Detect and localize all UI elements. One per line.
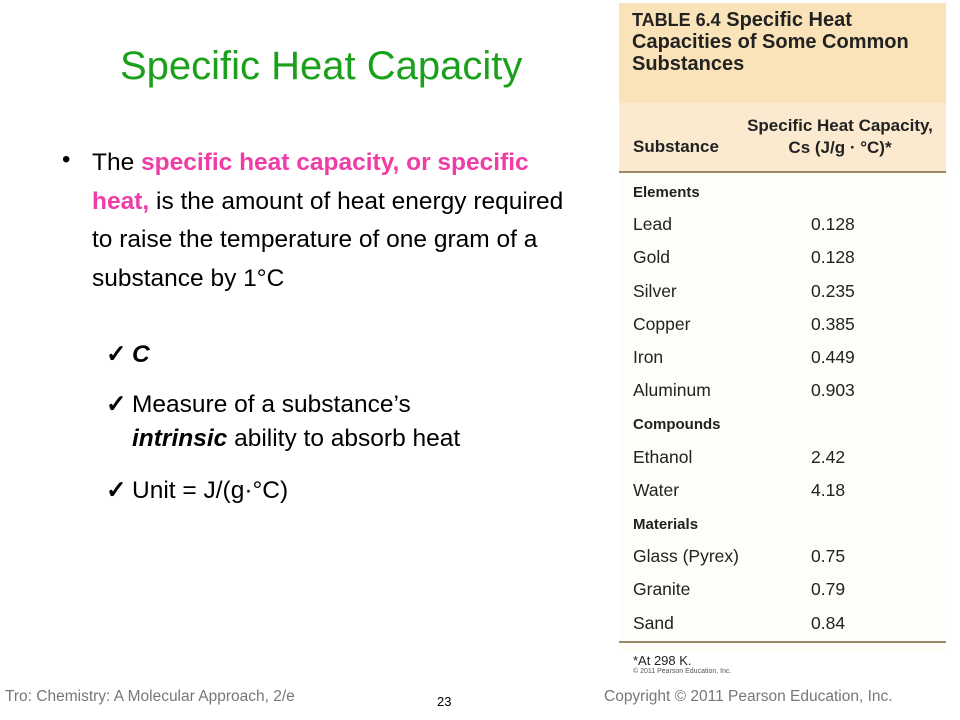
measure-post: ability to absorb heat	[227, 425, 461, 452]
table-section-header	[619, 507, 946, 540]
substance-name: Gold	[633, 247, 670, 268]
measure-pre: Measure of a substance’s	[132, 391, 411, 418]
substance-name: Water	[633, 479, 680, 500]
substance-name: Granite	[633, 579, 691, 600]
heat-capacity-value: 0.84	[811, 612, 846, 633]
table-row	[619, 540, 946, 573]
table-number: TABLE 6.4	[632, 10, 721, 30]
checkmark-icon: ✓	[106, 341, 127, 368]
table-row	[619, 241, 946, 274]
table-title-band	[619, 3, 946, 103]
definition-text	[92, 144, 582, 298]
footer-course: Tro: Chemistry: A Molecular Approach, 2/e	[5, 688, 295, 705]
check-item-unit	[106, 474, 288, 508]
substance-name: Aluminum	[633, 380, 711, 401]
table-column-header	[619, 103, 946, 173]
unit-text: Unit = J/(g·°C)	[132, 477, 289, 504]
table-row	[619, 441, 946, 474]
footer-copyright: Copyright © 2011 Pearson Education, Inc.	[604, 688, 893, 705]
heat-capacity-value: 0.385	[811, 313, 855, 334]
check-item-c: C	[132, 341, 150, 368]
table-title: Specific Heat Capacities of Some Common Substances	[632, 9, 909, 75]
table-row	[619, 374, 946, 407]
table-row	[619, 474, 946, 507]
substance-name: Lead	[633, 214, 672, 235]
table-section-header	[619, 175, 946, 208]
table-bottom-rule	[619, 641, 946, 643]
substance-name: Silver	[633, 280, 677, 301]
specific-heat-table	[619, 3, 946, 675]
substance-name: Ethanol	[633, 446, 693, 467]
definition-rest: is the amount of heat energy required to raise the temperature of one gram of a substance by 1°C	[92, 187, 564, 292]
table-section-header	[619, 407, 946, 440]
definition-term: specific heat capacity, or specific heat,	[92, 149, 529, 215]
definition-lead: The	[92, 149, 142, 176]
heat-capacity-value: 2.42	[811, 446, 846, 467]
heat-capacity-value: 0.128	[811, 214, 855, 235]
table-row	[619, 573, 946, 606]
check-item-measure	[106, 388, 572, 456]
column-shc-line2: Cs (J/g · °C)*	[788, 138, 892, 157]
substance-name: Glass (Pyrex)	[633, 546, 739, 567]
table-row	[619, 341, 946, 374]
table-row	[619, 208, 946, 241]
table-copyright: © 2011 Pearson Education, Inc.	[633, 668, 732, 675]
bullet-dot: •	[62, 146, 71, 173]
column-shc-line1: Specific Heat Capacity,	[747, 116, 933, 135]
measure-emph: intrinsic	[132, 425, 228, 452]
heat-capacity-value: 0.449	[811, 347, 855, 367]
section-label: Compounds	[633, 416, 721, 434]
table-footnote: *At 298 K.	[633, 653, 692, 668]
heat-capacity-value: 0.235	[811, 280, 855, 301]
table-row	[619, 607, 946, 640]
heat-capacity-value: 0.903	[811, 380, 855, 401]
substance-name: Sand	[633, 612, 674, 633]
column-substance: Substance	[633, 137, 719, 156]
section-label: Materials	[633, 516, 699, 533]
heat-capacity-value: 0.128	[811, 247, 855, 268]
checkmark-icon: ✓	[106, 391, 127, 418]
heat-capacity-value: 0.75	[811, 546, 846, 567]
heat-capacity-value: 0.79	[811, 579, 846, 600]
table-body	[619, 173, 946, 651]
heat-capacity-value: 4.18	[811, 479, 846, 500]
slide-title: Specific Heat Capacity	[120, 44, 523, 88]
table-row	[619, 308, 946, 341]
check-item-symbol	[106, 338, 150, 372]
page-number: 23	[437, 694, 452, 709]
substance-name: Copper	[633, 313, 691, 334]
table-row	[619, 275, 946, 308]
section-label: Elements	[633, 184, 700, 201]
substance-name: Iron	[633, 347, 664, 367]
checkmark-icon: ✓	[106, 477, 127, 504]
